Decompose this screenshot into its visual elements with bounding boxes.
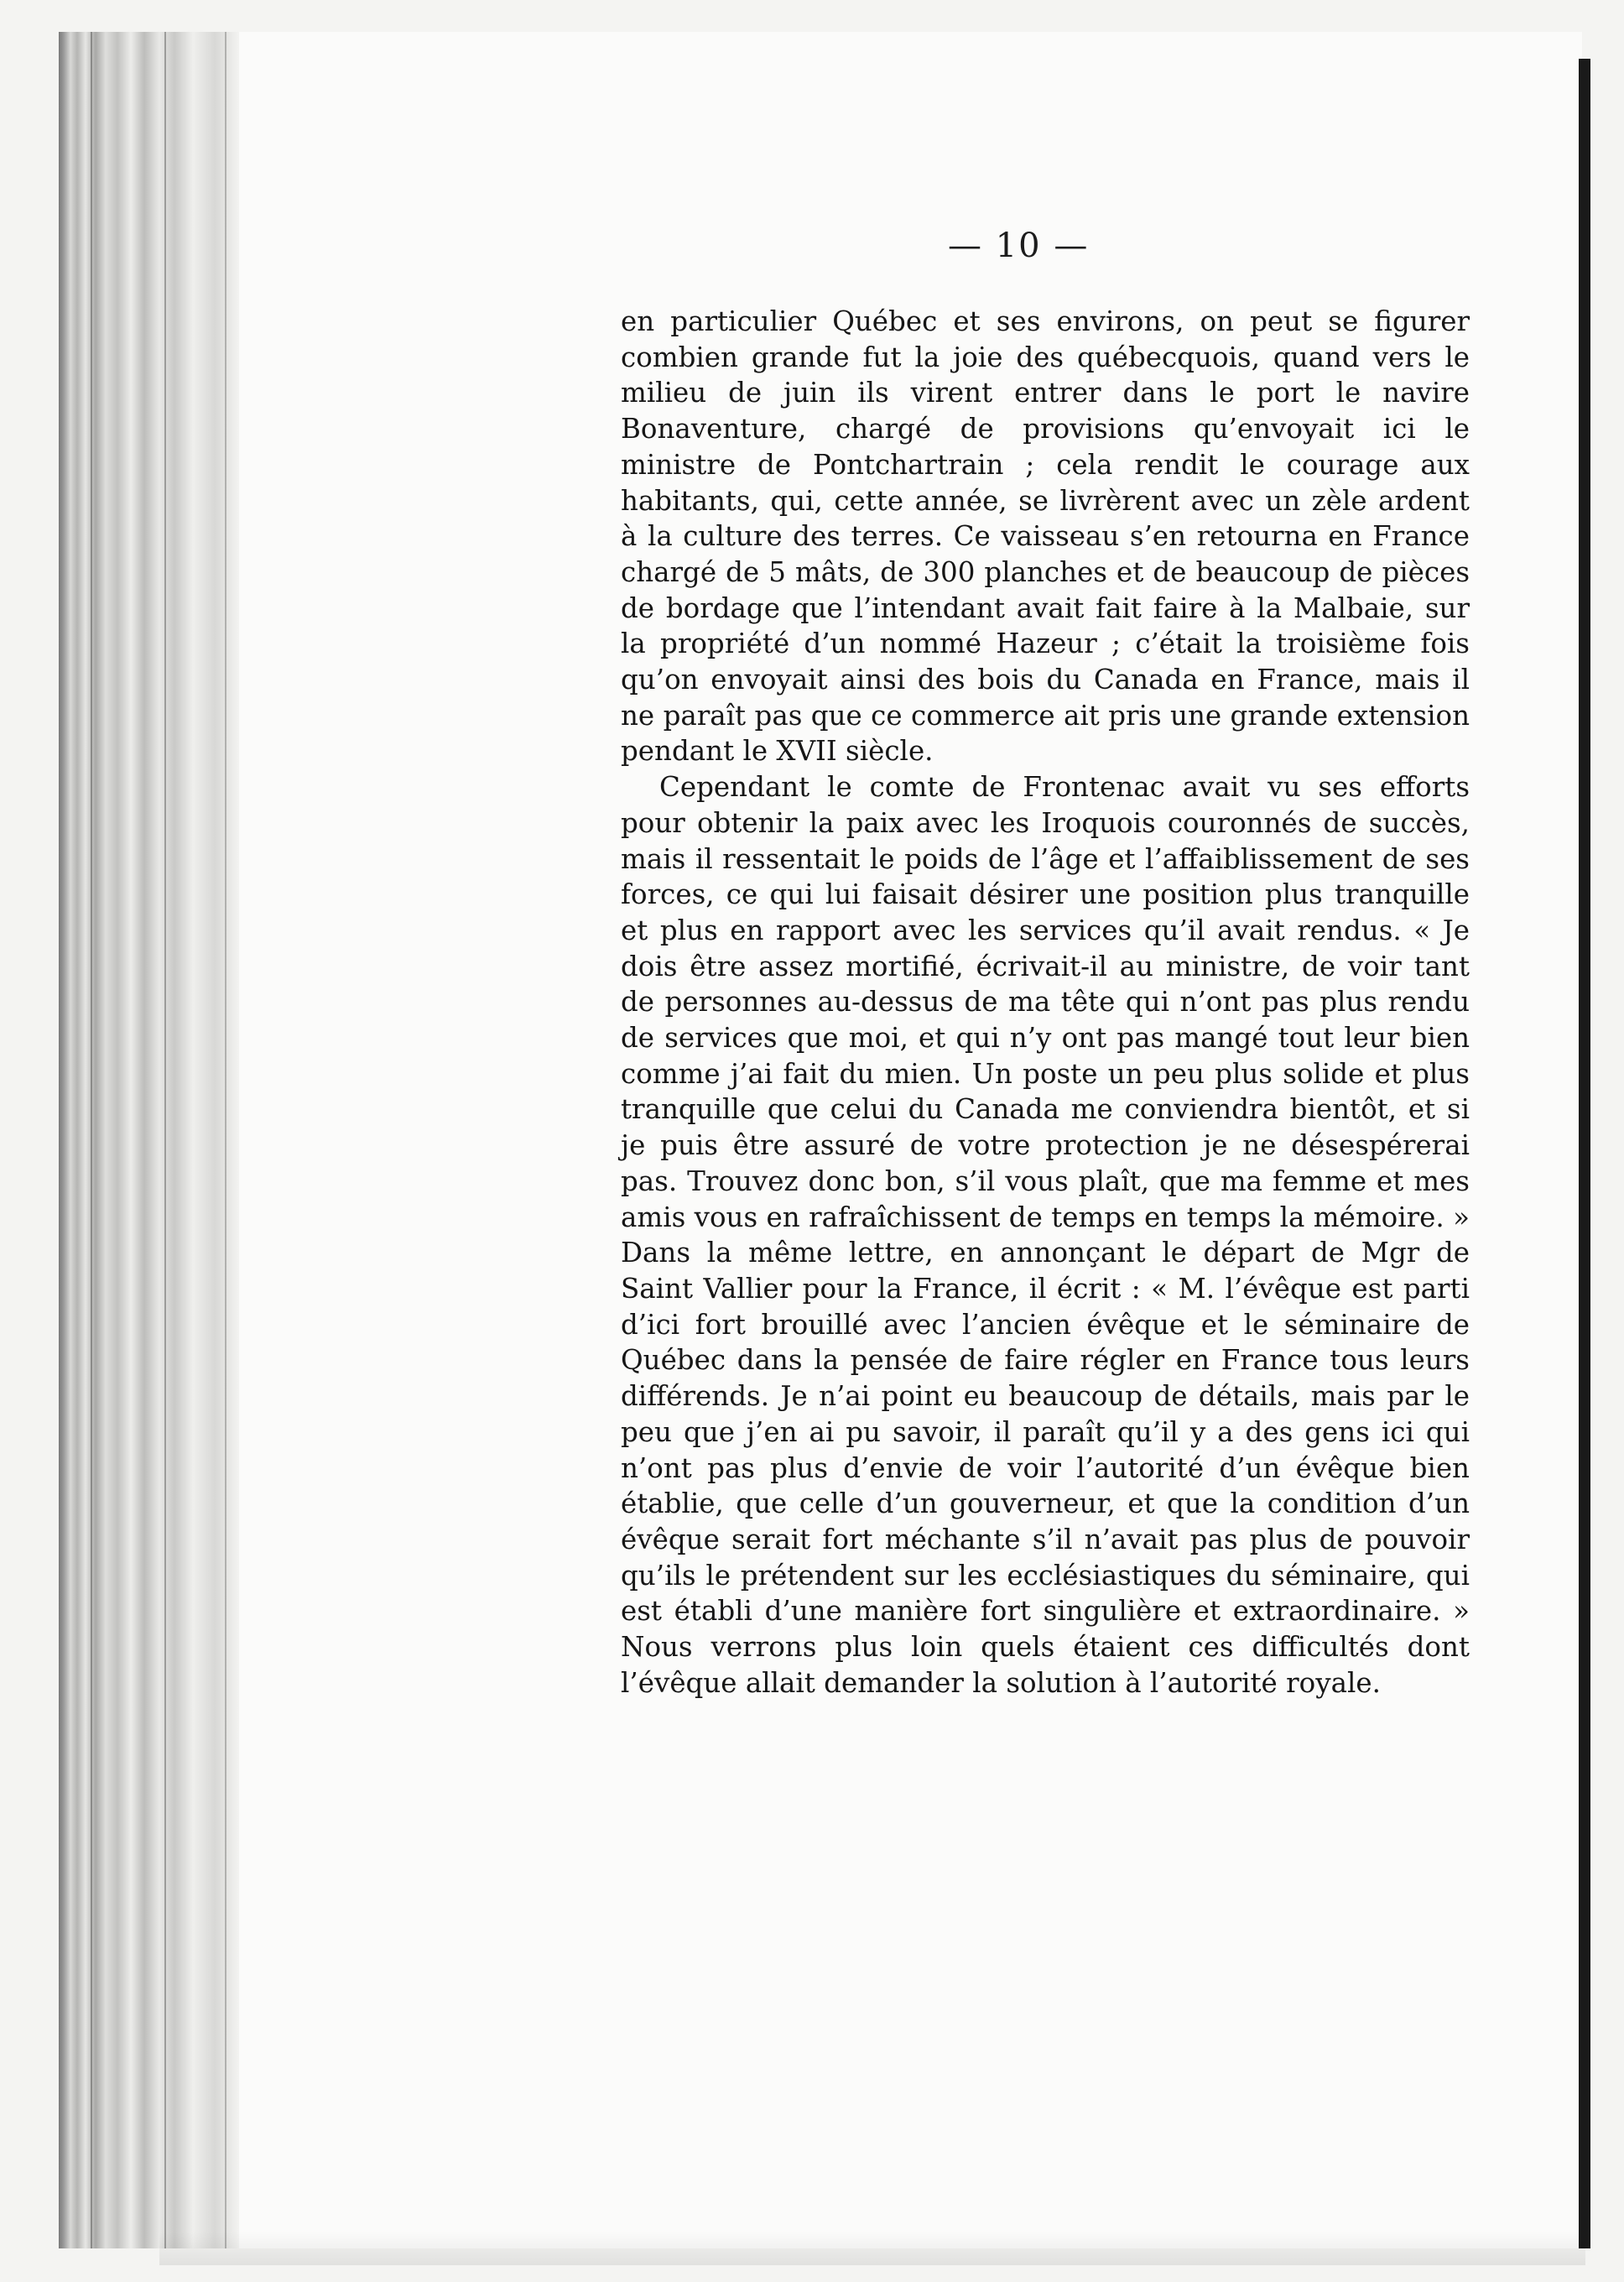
paragraph-frontenac: Cependant le comte de Frontenac avait vu ses efforts pour obtenir la paix avec les Iroquois couronnés de succès, mais il ressentait le poids de l’âge et l’affaiblissement de ses forces, ce qui lui faisait désirer une position plus tranquille et plus en rapport avec les services qu’il avait rendus. « Je dois être assez mortifié, écrivait-il au ministre, de voir tant de personnes au-dessus de ma tête qui n’ont pas plus rendu de services que moi, et qui n’y ont pas mangé tout leur bien comme j’ai fait du mien. Un poste un peu plus solide et plus tranquille que celui du Canada me conviendra bientôt, et si je puis être assuré de votre protection je ne désespérerai pas. Trouvez donc bon, s’il vous plaît, que ma femme et mes amis vous en rafraîchissent de temps en temps la mémoire. » Dans la même lettre, en annonçant le départ de Mgr de Saint Vallier pour la France, il écrit : « M. l’évêque est parti d’ici fort brouillé avec l’ancien évêque et le séminaire de Québec dans la pensée de faire régler en France tous leurs différends. Je n’ai point eu beaucoup de détails, mais par le peu que j’en ai pu savoir, il paraît qu’il y a des gens ici qui n’ont pas plus d’envie de voir l’autorité d’un évêque bien établie, que celle d’un gouverneur, et que la condition d’un évêque serait fort méchante s’il n’avait pas plus de pouvoir qu’ils le prétendent sur les ecclésiastiques du séminaire, qui est établi d’une manière fort singulière et extraordinaire. » Nous verrons plus loin quels étaient ces difficultés dont l’évêque allait demander la solution à l’autorité royale. <box>621 771 1470 1699</box>
body-text <box>621 304 1470 1701</box>
page-edge-line <box>164 32 166 2248</box>
page-number: — 10 — <box>948 227 1090 265</box>
right-binding-shadow <box>1579 59 1590 2248</box>
page-edge-line <box>91 32 92 2248</box>
stacked-page-edges <box>59 32 239 2248</box>
paragraph-continuation: en particulier Québec et ses environs, on peut se figurer combien grande fut la joie des québecquois, quand vers le milieu de juin ils virent entrer dans le port le navire Bonaventure, chargé de provisions qu’envoyait ici le ministre de Pontchartrain ; cela rendit le courage aux habitants, qui, cette année, se livrèrent avec un zèle ardent à la culture des terres. Ce vaisseau s’en retourna en France chargé de 5 mâts, de 300 planches et de beaucoup de pièces de bordage que l’intendant avait fait faire à la Malbaie, sur la propriété d’un nommé Hazeur ; c’était la troisième fois qu’on envoyait ainsi des bois du Canada en France, mais il ne paraît pas que ce commerce ait pris une grande extension pendant le XVII siècle. <box>621 305 1470 768</box>
page-bottom-shadow <box>159 2232 1585 2265</box>
page-edge-line <box>225 32 226 2248</box>
